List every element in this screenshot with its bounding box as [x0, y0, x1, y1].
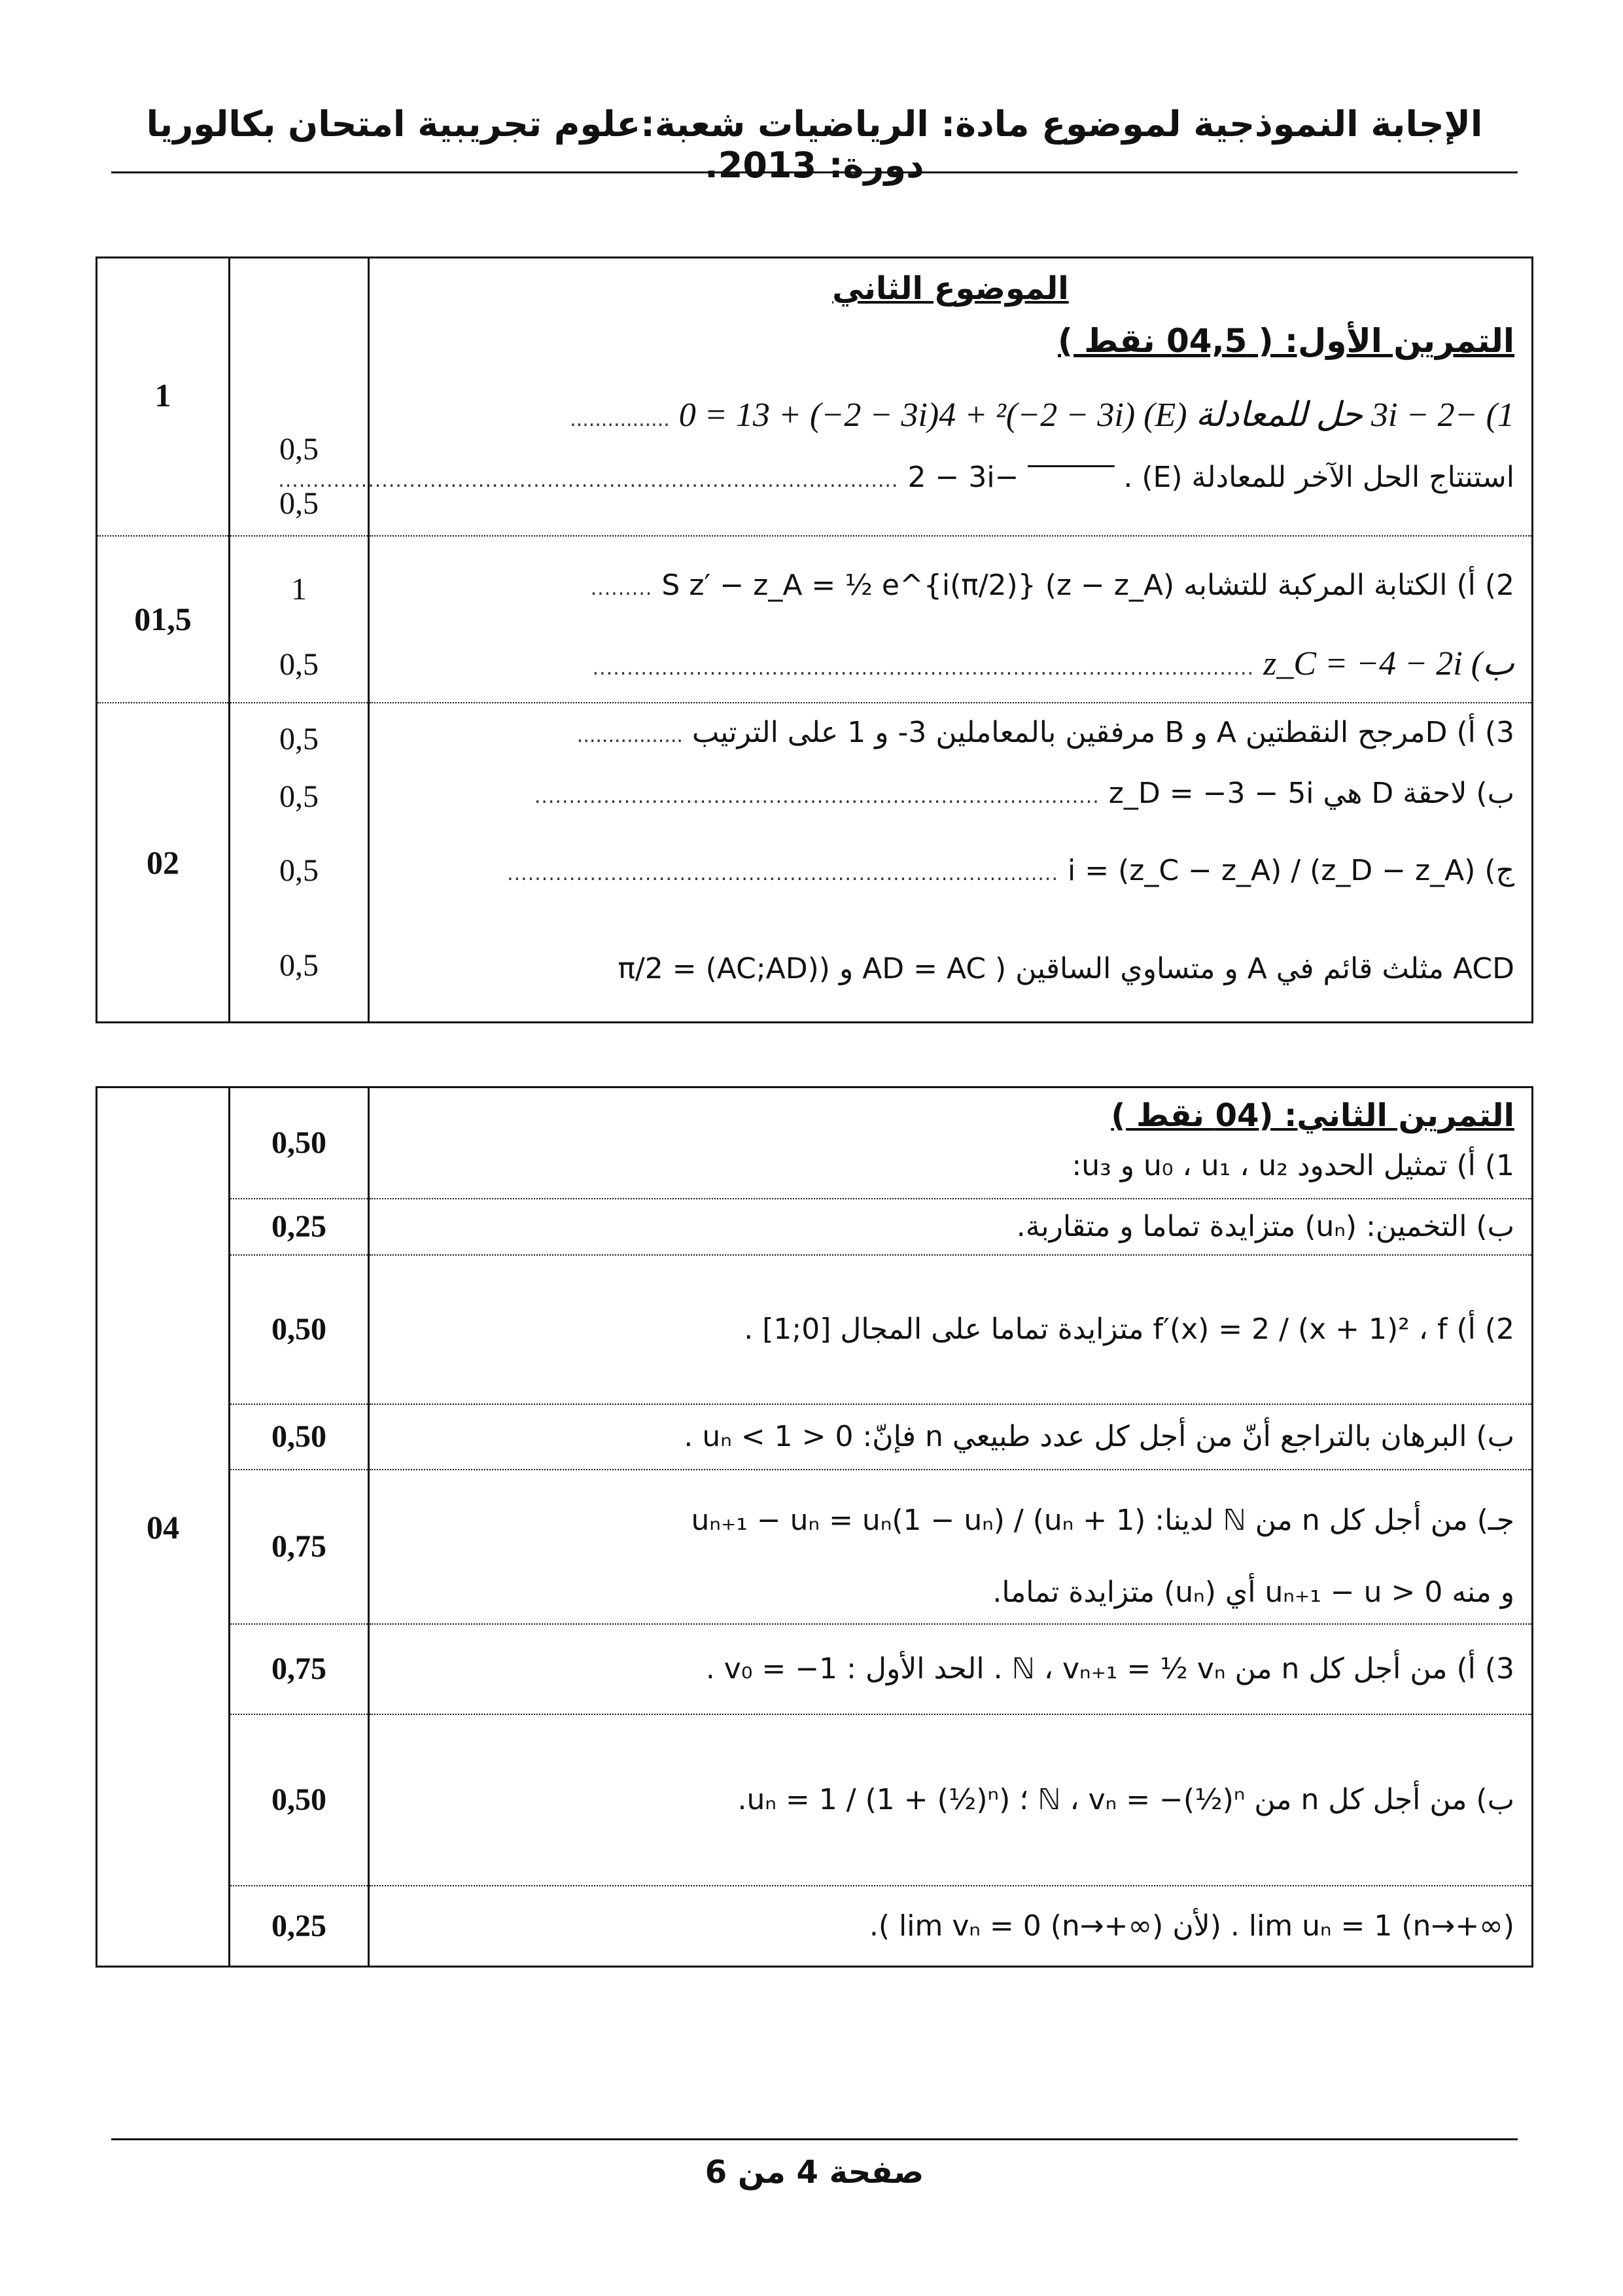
footer-rule	[111, 2138, 1518, 2140]
row-content	[369, 1255, 1533, 1404]
exercise2-total: 04	[97, 1087, 230, 1967]
row-points: 0,50	[230, 1714, 369, 1886]
dotted-leader: ..........................................................................................	[278, 469, 899, 492]
answer-text: lim uₙ = 1 (n→+∞) . (لأن lim vₙ = 0 (n→+∞) ).	[869, 1909, 1514, 1943]
ex2-row	[97, 1714, 1533, 1886]
answer-line	[387, 766, 1514, 825]
answer-line	[387, 384, 1514, 451]
row-content	[369, 1714, 1533, 1886]
ex1-section-3	[97, 703, 1533, 1023]
answer-text: جـ) من أجل كل n من ℕ لدينا: uₙ₊₁ − uₙ = uₙ(1 − uₙ) / (uₙ + 1)	[691, 1503, 1514, 1537]
row-points: 0,50	[230, 1087, 369, 1199]
dotted-leader: .................	[576, 724, 683, 747]
row-points: 0,75	[230, 1470, 369, 1624]
row-points: 0,25	[230, 1886, 369, 1967]
ex2-row	[97, 1255, 1533, 1404]
header-rule	[111, 171, 1518, 173]
page-header: الإجابة النموذجية لموضوع مادة: الرياضيات شعبة:علوم تجريبية امتحان بكالوريا دورة: 2013.	[146, 103, 1483, 186]
row-content	[369, 1624, 1533, 1714]
answer-text: استنتاج الحل الآخر للمعادلة (E) . ‾‾‾‾‾‾ −2 − 3i	[907, 461, 1514, 494]
answer-text: ACD مثلث قائم في A و متساوي الساقين ( AD = AC و ((AC;AD) = π/2	[618, 951, 1514, 985]
row-points: 0,25	[230, 1199, 369, 1255]
section-total: 01,5	[97, 536, 230, 703]
dotted-leader: ................	[570, 408, 670, 431]
answer-text: ب) البرهان بالتراجع أنّ من أجل كل عدد طبيعي n فإنّ: 0 < uₙ < 1 .	[684, 1420, 1514, 1453]
points-value: 0,5	[279, 779, 319, 814]
points-value: 0,5	[279, 647, 319, 682]
ex2-row	[97, 1087, 1533, 1199]
section-content	[369, 703, 1533, 1023]
section-total: 02	[97, 703, 230, 1023]
answer-text: ب) من أجل كل n من ℕ ، vₙ = −(½)ⁿ ؛ uₙ = 1 / (1 + (½)ⁿ).	[737, 1783, 1514, 1816]
answer-text: 2) أ) الكتابة المركبة للتشابه S z′ − z_A = ½ e^{i(π/2)} (z − z_A)	[661, 569, 1514, 602]
dotted-leader: ..................................................................................	[534, 785, 1100, 808]
answer-line	[387, 825, 1514, 920]
section-points	[230, 536, 369, 703]
answer-text: ج) (z_D − z_A) / (z_C − z_A) = i	[1068, 853, 1514, 887]
answer-text: و منه uₙ₊₁ − u > 0 أي (uₙ) متزايدة تماما.	[992, 1575, 1514, 1609]
points-value: 0,5	[279, 947, 319, 983]
row-content	[369, 1404, 1533, 1470]
answer-text: 1) أ) تمثيل الحدود u₀ ، u₁ ، u₂ و u₃:	[1072, 1148, 1514, 1182]
ex1-section-2	[97, 536, 1533, 703]
row-points: 0,75	[230, 1624, 369, 1714]
exercise2-title: التمرين الثاني: (04 نقط )	[1111, 1097, 1514, 1134]
dotted-leader: .........	[590, 577, 653, 600]
answer-line	[387, 703, 1514, 766]
ex2-row	[97, 1404, 1533, 1470]
row-content	[369, 1087, 1533, 1199]
answer-line	[387, 920, 1514, 1021]
row-content	[369, 1886, 1533, 1967]
dotted-leader: ................................................................................	[507, 862, 1058, 885]
exercise1-title: التمرين الأول: ( 04,5 نقط )	[1058, 322, 1514, 360]
ex2-row	[97, 1470, 1533, 1624]
answer-text: 3) أ) Dمرجح النقطتين A و B مرفقين بالمعاملين 3- و 1 على الترتيب	[691, 715, 1514, 749]
points-value: 1	[291, 572, 307, 607]
ex2-row	[97, 1199, 1533, 1255]
answer-text: 2) أ) f′(x) = 2 / (x + 1)² ، f متزايدة تماما على المجال [0;1] .	[744, 1313, 1514, 1346]
answer-text: ب) التخمين: (uₙ) متزايدة تماما و متقاربة.	[1016, 1210, 1514, 1243]
ex2-row	[97, 1624, 1533, 1714]
section-content	[369, 536, 1533, 703]
exercise1-table	[96, 256, 1533, 1023]
dotted-leader: ................................................................................................	[592, 657, 1255, 680]
row-points: 0,50	[230, 1255, 369, 1404]
answer-text: ب) لاحقة D هي z_D = −3 − 5i	[1108, 776, 1514, 810]
ex2-row	[97, 1886, 1533, 1967]
section-total: 1	[97, 258, 230, 536]
answer-text: 1) −2 − 3i حل للمعادلة (E) 0 = 13 + (−2 − 3i)4 + ²(−2 − 3i)	[678, 397, 1514, 434]
points-value: 0,5	[279, 853, 319, 888]
answer-line	[387, 635, 1514, 698]
ex1-section-1	[97, 258, 1533, 536]
answer-text: 3) أ) من أجل كل n من ℕ ، vₙ₊₁ = ½ vₙ . الحد الأول : v₀ = −1 .	[705, 1652, 1514, 1686]
row-content	[369, 1199, 1533, 1255]
subject-title: الموضوع الثاني	[832, 270, 1069, 307]
exercise2-table	[96, 1086, 1533, 1968]
section-points	[230, 703, 369, 1023]
page-number: صفحة 4 من 6	[705, 2154, 924, 2191]
answer-line	[387, 540, 1514, 635]
row-points: 0,50	[230, 1404, 369, 1470]
answer-text: ب) z_C = −4 − 2i	[1263, 645, 1514, 682]
row-content	[369, 1470, 1533, 1624]
points-value: 0,5	[279, 721, 319, 756]
points-value: 0,5	[279, 486, 319, 521]
points-value: 0,5	[279, 431, 319, 467]
